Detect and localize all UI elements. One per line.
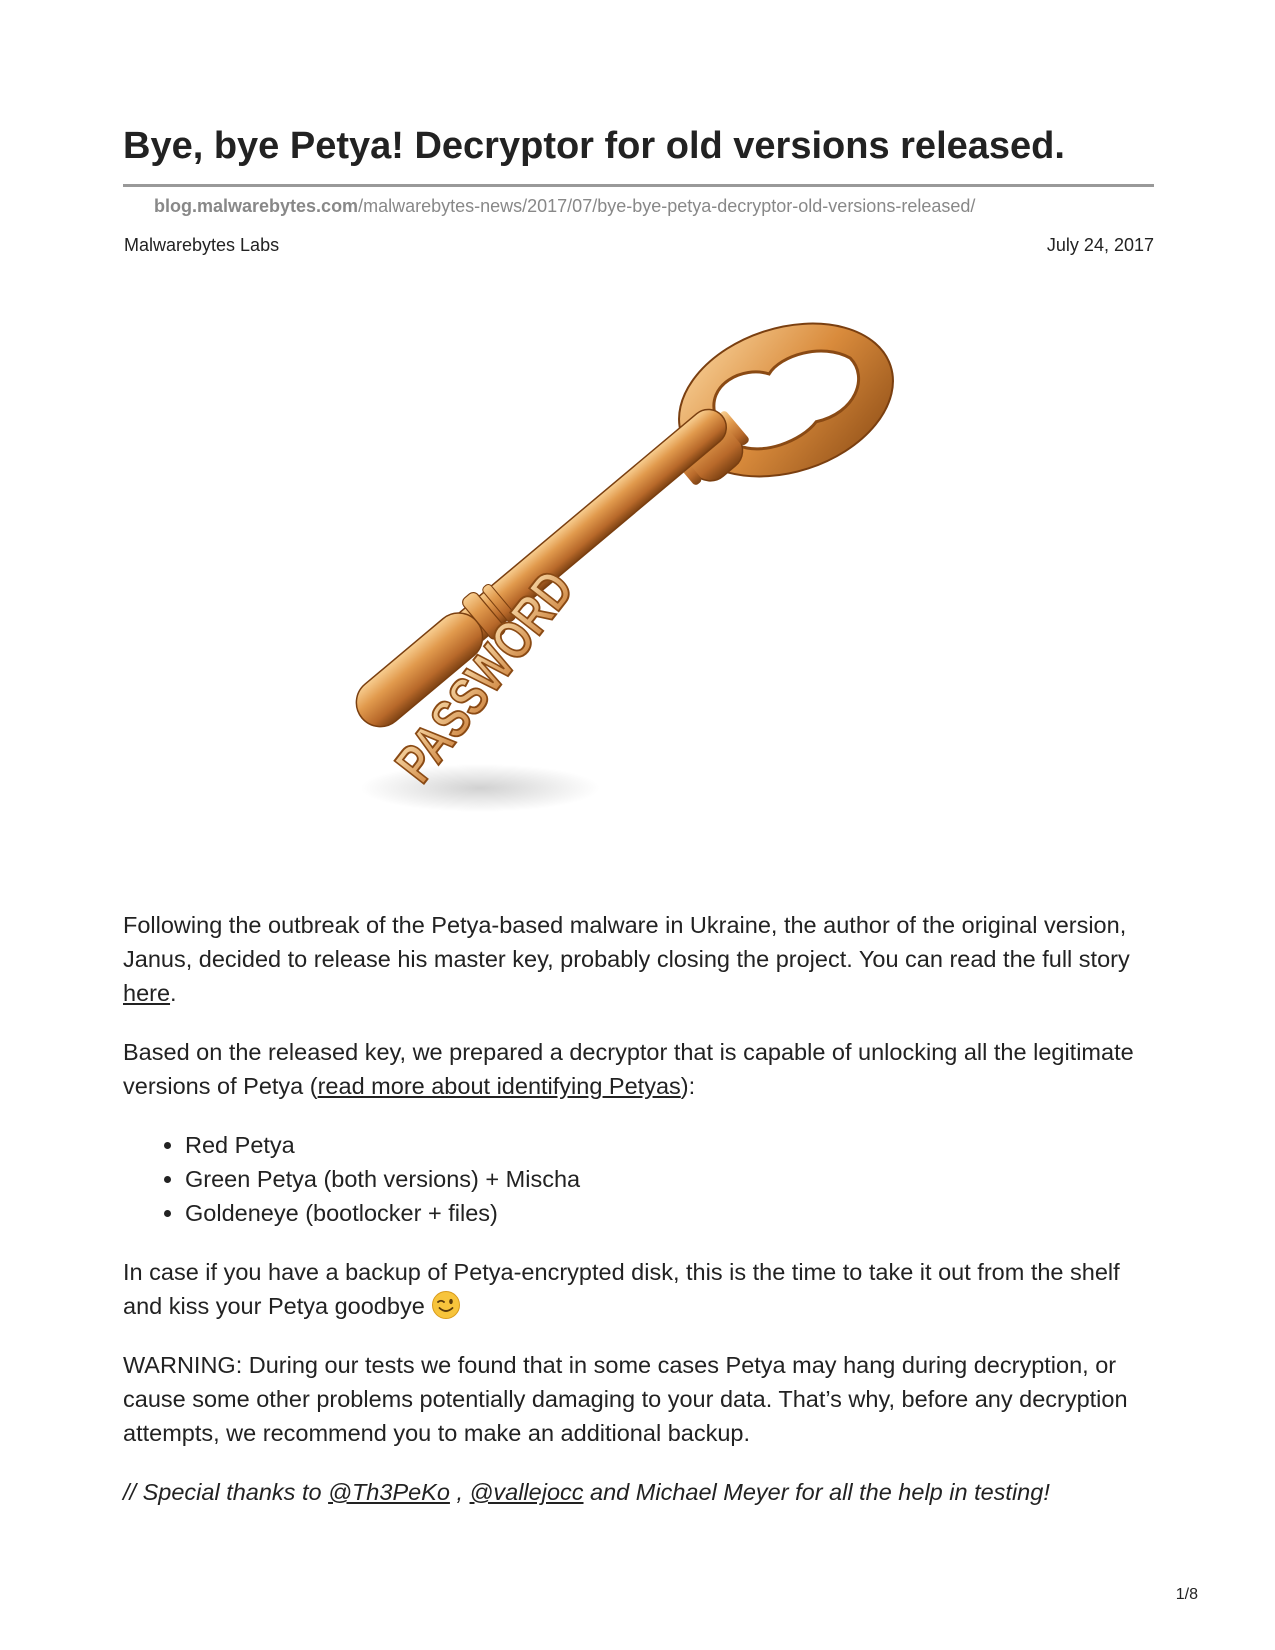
svg-text:PASSWORD: PASSWORD [384, 509, 625, 794]
paragraph-thanks [123, 1475, 1155, 1509]
paragraph-decryptor-end: ): [680, 1073, 696, 1099]
golden-key-image [330, 318, 950, 858]
here-link[interactable]: here [123, 980, 171, 1006]
list-item: • Goldeneye (bootlocker + files) [185, 1196, 1155, 1230]
paragraph-decryptor [123, 1035, 1155, 1103]
thanks-prefix: // Special thanks to [123, 1479, 329, 1505]
list-item: • Green Petya (both versions) + Mischa [185, 1162, 1155, 1196]
winking-face-emoji [431, 1290, 461, 1320]
petya-versions-list [123, 1128, 1155, 1230]
article-date: July 24, 2017 [1046, 235, 1154, 255]
paragraph-intro [123, 908, 1155, 1010]
key-shadow [360, 764, 600, 812]
title-divider [123, 184, 1154, 187]
list-item: • Red Petya [185, 1128, 1155, 1162]
thanks-separator: , [449, 1479, 470, 1505]
article-url[interactable] [154, 196, 975, 217]
thanks-suffix: and Michael Meyer for all the help in testing! [583, 1479, 1050, 1505]
paragraph-backup-text: In case if you have a backup of Petya-encrypted disk, this is the time to take it out from the shelf and kiss your Petya goodbye [123, 1259, 1120, 1319]
paragraph-warning: WARNING: During our tests we found that in some cases Petya may hang during decryption, or cause some other problems potentially damaging to your data. That’s why, before any decryption attempts, we recommend you to make an additional backup. [123, 1352, 1128, 1446]
url-host[interactable]: blog.malwarebytes.com [154, 196, 359, 216]
article-author: Malwarebytes Labs [124, 235, 280, 255]
paragraph-intro-text: Following the outbreak of the Petya-based malware in Ukraine, the author of the original version, Janus, decided to release his master key, probably closing the project. You can read the full story [123, 912, 1130, 972]
article-body [123, 908, 1155, 1534]
paragraph-intro-end: . [170, 980, 177, 1006]
vallejocc-link[interactable]: @vallejocc [469, 1479, 584, 1505]
url-path[interactable]: /malwarebytes-news/2017/07/bye-bye-petya-decryptor-old-versions-released/ [358, 196, 976, 216]
page-number: 1/8 [1175, 1586, 1198, 1603]
article-title: Bye, bye Petya! Decryptor for old versions released. [123, 125, 1065, 167]
paragraph-backup [123, 1255, 1155, 1323]
th3peko-link[interactable]: @Th3PeKo [328, 1479, 450, 1505]
identifying-petyas-link[interactable]: read more about identifying Petyas [317, 1073, 681, 1099]
paragraph-decryptor-text: Based on the released key, we prepared a decryptor that is capable of unlocking all the legitimate versions of Petya ( [123, 1039, 1134, 1099]
